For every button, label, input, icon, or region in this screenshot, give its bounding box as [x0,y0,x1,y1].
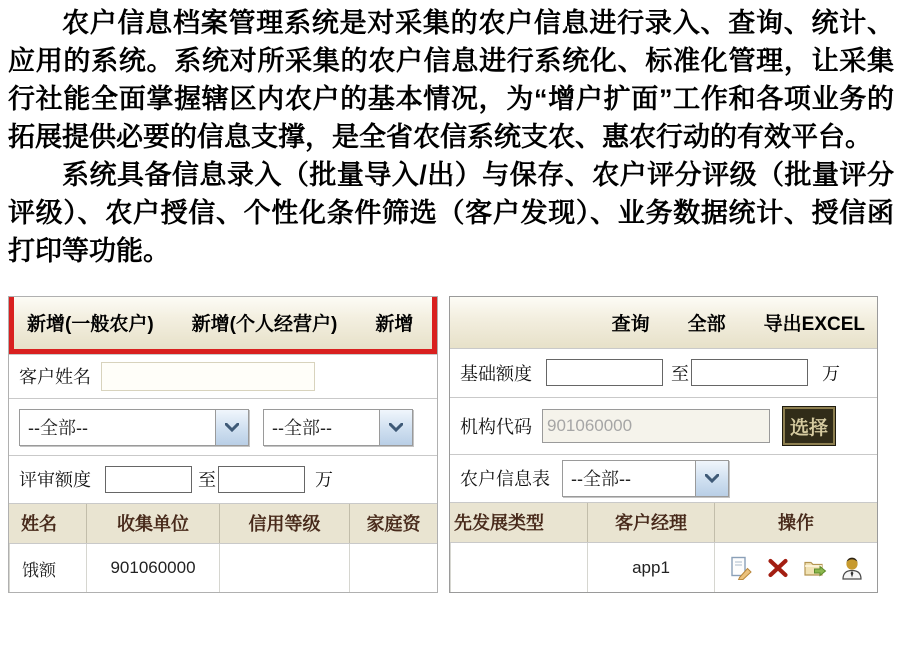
chevron-down-icon[interactable] [379,410,412,445]
filter-dropdown-2[interactable] [263,409,413,446]
review-amount-to-input[interactable] [218,466,305,493]
right-table-header [450,502,877,543]
right-toolbar [450,297,877,348]
intro-paragraph-1: 农户信息档案管理系统是对采集的农户信息进行录入、查询、统计、应用的系统。系统对所采集的农户信息进行系统化、标准化管理，让采集行社能全面掌握辖区内农户的基本情况，为“增户扩面”工作和各项业务的拓展提供必要的信息支撑，是全省农信系统支农、惠农行动的有效平台。 [8,8,894,152]
left-toolbar-highlighted [9,297,437,354]
unit-wan-label: 万 [315,470,333,491]
intro-text [8,4,894,270]
org-code-label: 机构代码 [460,417,532,438]
farmer-search-panel-right [449,296,878,593]
export-excel-button[interactable]: 导出EXCEL [763,313,865,335]
farmer-search-panel-left [8,296,438,593]
cell-credit-rating [219,544,349,592]
base-amount-to-input[interactable] [691,359,808,386]
action-icons [715,556,877,580]
left-table-row[interactable] [9,543,437,592]
cell-account-manager: app1 [587,543,714,592]
add-other-button-clipped[interactable]: 新增 [375,314,414,336]
review-amount-row [9,455,437,503]
add-individual-business-button[interactable]: 新增(个人经营户) [191,314,338,336]
farmer-table-dropdown[interactable] [562,460,729,497]
filter-dropdown-2-value: --全部-- [272,418,332,439]
base-amount-row [450,348,877,398]
org-code-row [450,397,877,454]
customer-name-input[interactable] [101,362,315,391]
col-header-account-manager: 客户经理 [587,503,714,543]
show-all-button[interactable]: 全部 [687,313,726,335]
filter-dropdowns-row [9,398,437,455]
farmer-table-dropdown-value: --全部-- [571,469,631,490]
col-header-name: 姓名 [21,514,57,535]
edit-icon[interactable] [729,556,753,580]
range-to-label: 至 [671,363,689,384]
cell-family-assets [349,544,437,592]
right-table-row[interactable] [450,542,877,592]
col-header-credit-rating: 信用等级 [219,504,349,544]
col-header-actions: 操作 [714,503,877,543]
filter-dropdown-1[interactable] [19,409,249,446]
base-amount-from-input[interactable] [546,359,663,386]
user-icon[interactable] [840,556,864,580]
cell-collect-unit: 901060000 [86,544,219,592]
org-code-select-button[interactable]: 选择 [782,406,836,446]
cell-actions [714,543,877,592]
chevron-down-icon[interactable] [695,461,728,496]
org-code-input[interactable] [542,409,770,443]
export-icon[interactable] [803,556,827,580]
cell-dev-type [450,543,587,592]
review-amount-from-input[interactable] [105,466,192,493]
cell-name: 饿额 [9,544,86,592]
farmer-table-label: 农户信息表 [460,469,550,490]
review-amount-label: 评审额度 [19,470,91,491]
chevron-down-icon[interactable] [215,410,248,445]
customer-name-row [9,354,437,399]
left-table-header [9,503,437,544]
delete-icon[interactable] [766,556,790,580]
col-header-family-assets-clipped: 家庭资 [349,504,437,544]
col-header-collect-unit: 收集单位 [86,504,219,544]
base-amount-label: 基础额度 [460,363,532,384]
add-general-farmer-button[interactable]: 新增(一般农户) [27,314,154,336]
col-header-dev-type-clipped: 先发展类型 [454,513,544,534]
intro-paragraph-2: 系统具备信息录入（批量导入/出）与保存、农户评分评级（批量评分评级）、农户授信、个性化条件筛选（客户发现）、业务数据统计、授信函打印等功能。 [8,160,894,266]
unit-wan-label: 万 [822,363,840,384]
customer-name-label: 客户姓名 [19,367,91,388]
range-to-label: 至 [198,470,216,491]
filter-dropdown-1-value: --全部-- [28,418,88,439]
query-button[interactable]: 查询 [611,313,650,335]
farmer-table-row [450,454,877,502]
